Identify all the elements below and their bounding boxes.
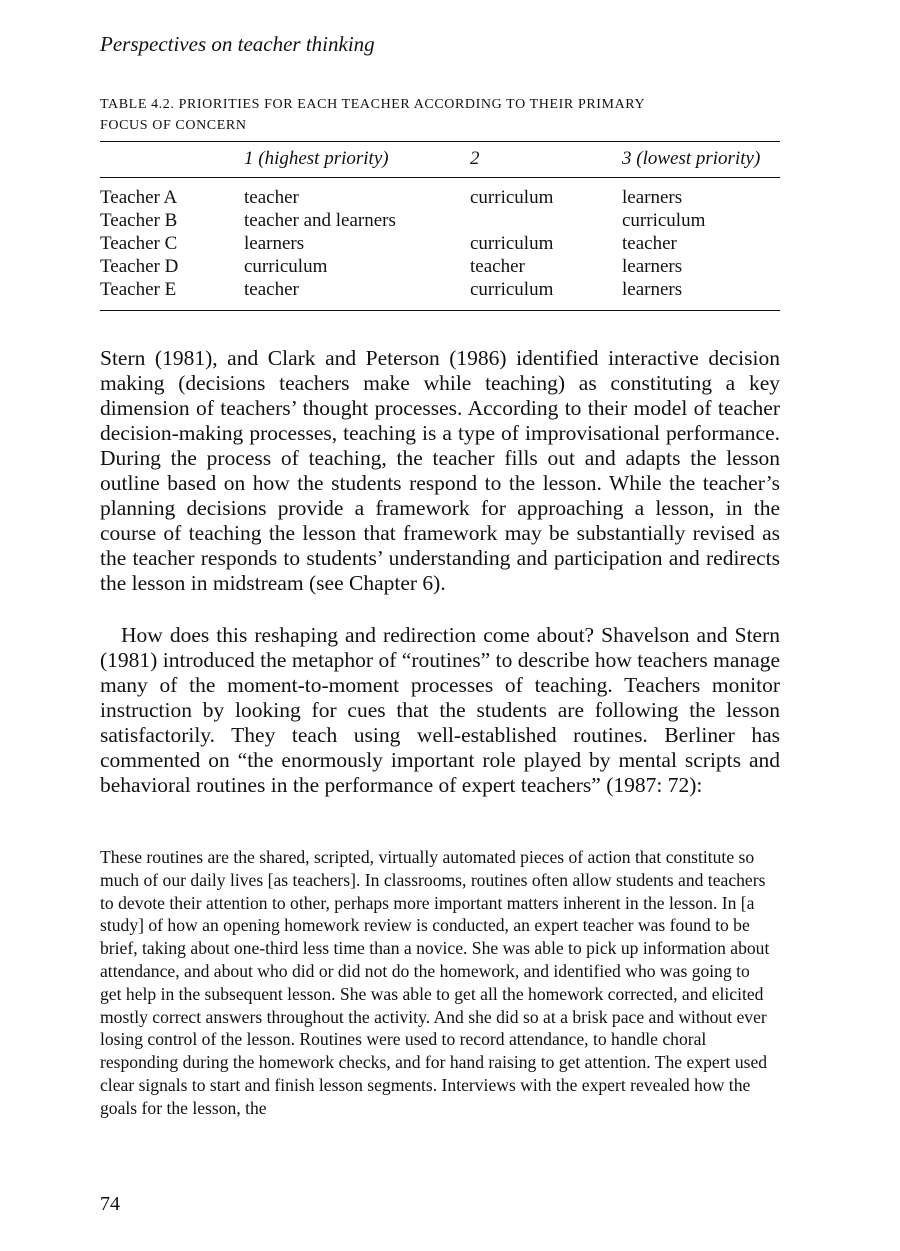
table-cell-teacher: Teacher A (100, 187, 178, 208)
table-cell-priority-2: curriculum (470, 279, 554, 300)
table-caption (100, 94, 760, 136)
table-header-rule (100, 177, 780, 178)
table-header-priority-3: 3 (lowest priority) (622, 148, 761, 169)
page-number: 74 (100, 1193, 120, 1215)
table-cell-priority-1: curriculum (244, 256, 328, 277)
running-head: Perspectives on teacher thinking (100, 32, 375, 56)
table-cell-priority-2: curriculum (470, 233, 554, 254)
body-paragraph-1: Stern (1981), and Clark and Peterson (1986) identified interactive decision making (decisions teachers make while teaching) as constituting a key dimension of teachers’ thought processes. According to their model of teacher decision-making processes, teaching is a type of improvisational performance. During the process of teaching, the teacher fills out and adapts the lesson outline based on how the students respond to the lesson. While the teacher’s planning decisions provide a framework for approaching a lesson, in the course of teaching the lesson that framework may be substantially revised as the teacher responds to students’ understanding and participation and redirects the lesson in midstream (see Chapter 6). (100, 346, 780, 595)
table-header-priority-1: 1 (highest priority) (244, 148, 389, 169)
table-cell-priority-3: learners (622, 187, 683, 208)
table-cell-priority-2: teacher (470, 256, 525, 277)
body-paragraph-2: How does this reshaping and redirection come about? Shavelson and Stern (1981) introduced the metaphor of “routines” to describe how teachers manage many of the moment-to-moment processes of teaching. Teachers monitor instruction by looking for cues that the students are following the lesson satisfactorily. They teach using well-established routines. Berliner has commented on “the enormously important role played by mental scripts and behavioral routines in the performance of expert teachers” (1987: 72): (100, 623, 780, 797)
table-cell-teacher: Teacher D (100, 256, 179, 277)
table-cell-teacher: Teacher C (100, 233, 178, 254)
table-cell-priority-3: learners (622, 256, 683, 277)
table-caption-line-1: TABLE 4.2. PRIORITIES FOR EACH TEACHER ACCORDING TO THEIR PRIMARY (100, 97, 646, 112)
table-top-rule (100, 141, 780, 142)
table-cell-teacher: Teacher E (100, 279, 177, 300)
table-header-priority-2: 2 (470, 148, 480, 169)
table-cell-teacher: Teacher B (100, 210, 178, 231)
table-cell-priority-3: learners (622, 279, 683, 300)
table-cell-priority-1: learners (244, 233, 305, 254)
table-cell-priority-2: curriculum (470, 187, 554, 208)
table-caption-line-2: FOCUS OF CONCERN (100, 118, 247, 133)
block-quote: These routines are the shared, scripted, virtually automated pieces of action that constitute so much of our daily lives [as teachers]. In classrooms, routines often allow students and teachers to devote their attention to other, perhaps more important matters inherent in the lesson. In [a study] of how an opening homework review is conducted, an expert teacher was found to be brief, taking about one-third less time than a novice. She was able to pick up information about attendance, and about who did or did not do the homework, and identified who was going to get help in the subsequent lesson. She was able to get all the homework corrected, and elicited mostly correct answers throughout the activity. And she did so at a brisk pace and without ever losing control of the lesson. Routines were used to record attendance, to handle choral responding during the homework checks, and for hand raising to get attention. The expert used clear signals to start and finish lesson segments. Interviews with the expert revealed how the goals for the lesson, the (100, 847, 770, 1118)
table-bottom-rule (100, 310, 780, 311)
table-cell-priority-3: teacher (622, 233, 677, 254)
table-cell-priority-1: teacher (244, 279, 299, 300)
table-cell-priority-1: teacher and learners (244, 210, 396, 231)
table-cell-priority-3: curriculum (622, 210, 706, 231)
table-cell-priority-1: teacher (244, 187, 299, 208)
